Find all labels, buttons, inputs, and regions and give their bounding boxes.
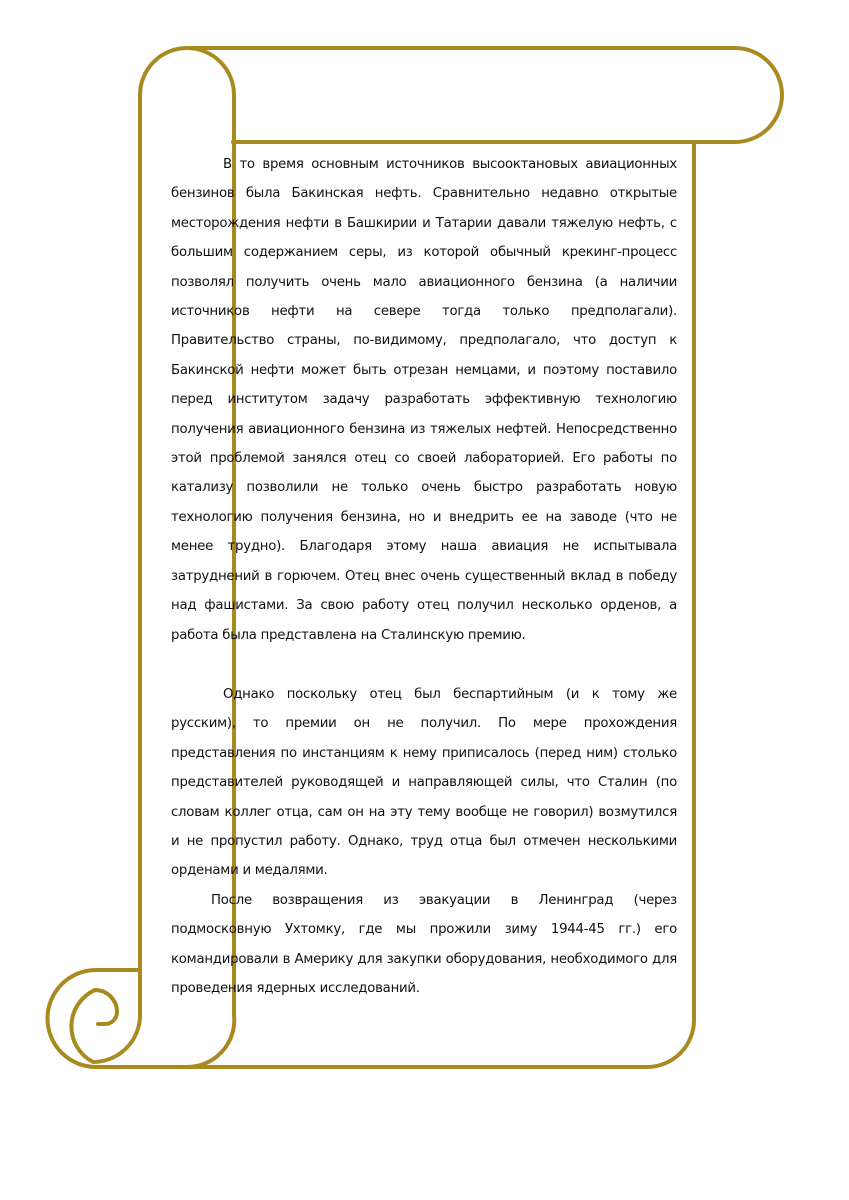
document-body	[171, 150, 677, 1003]
paragraph-stalin-prize: Однако поскольку отец был беспартийным (и к тому же русским), то премии он не получил. По мере прохождения представления по инстанциям к нему приписалось (перед ним) столько представителей руководящей и направляющей силы, что Сталин (по словам коллег отца, сам он на эту тему вообще не говорил) возмутился и не пропустил работу. Однако, труд отца был отмечен несколькими орденами и медалями.	[171, 686, 677, 879]
paragraph-aviation-fuel: В то время основным источников высооктановых авиационных бензинов была Бакинская нефть. Сравнительно недавно открытые месторождения нефти в Башкирии и Татарии давали тяжелую нефть, с большим содержанием серы, из которой обычный крекинг-процесс позволял получить очень мало авиационного бензина (а наличии источников нефти на севере тогда только предполагали). Правительство страны, по-видимому, предполагало, что доступ к Бакинской нефти может быть отрезан немцами, и поэтому поставило перед институтом задачу разработать эффективную технологию получения авиационного бензина из тяжелых нефтей. Непосредственно этой проблемой занялся отец со своей лабораторией. Его работы по катализу позволили не только очень быстро разработать новую технологию получения бензина, но и внедрить ее на заводе (что не менее трудно). Благодаря этому наша авиация не испытывала затруднений в горючем. Отец внес очень существенный вклад в победу над фашистами. За свою работу отец получил несколько орденов, а работа была представлена на Сталинскую премию.	[171, 157, 677, 643]
paragraph-return-leningrad: После возвращения из эвакуации в Ленинград (через подмосковную Ухтомку, где мы прожили зиму 1944-45 гг.) его командировали в Америку для закупки оборудования, необходимого для проведения ядерных исследований.	[171, 892, 677, 996]
